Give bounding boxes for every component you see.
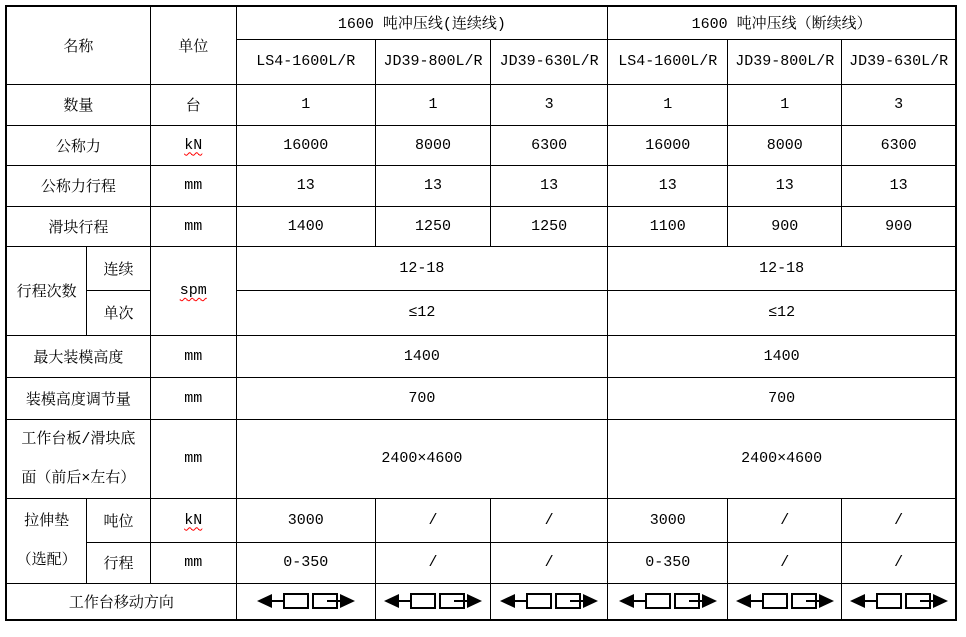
row-label-line: 工作台板/滑块底 [21, 430, 136, 448]
value-cell: 1400 [236, 206, 375, 246]
value-cell: 6300 [491, 125, 608, 165]
value-cell: / [842, 542, 956, 583]
value-cell: / [842, 498, 956, 542]
model-header: JD39-630L/R [842, 39, 956, 84]
unit-cell: mm [150, 335, 236, 377]
value-cell: 16000 [236, 125, 375, 165]
group-header-continuous-line: 1600 吨冲压线(连续线) [236, 6, 608, 39]
value-cell: 16000 [608, 125, 728, 165]
sub-row-label-continuous: 连续 [87, 246, 151, 290]
row-label-quantity: 数量 [6, 84, 150, 125]
model-header: JD39-800L/R [728, 39, 842, 84]
row-label-line: （选配） [16, 551, 77, 569]
table-row [6, 125, 956, 165]
value-cell: 900 [728, 206, 842, 246]
value-cell: / [375, 498, 490, 542]
table-row [6, 206, 956, 246]
value-cell: / [375, 542, 490, 583]
value-cell: 13 [375, 165, 490, 206]
value-cell: 8000 [375, 125, 490, 165]
value-cell: 13 [491, 165, 608, 206]
value-cell-merged: 2400×4600 [236, 419, 608, 498]
value-cell: / [728, 542, 842, 583]
table-row [6, 84, 956, 125]
value-cell-merged: 1400 [608, 335, 956, 377]
value-cell: 1250 [375, 206, 490, 246]
value-cell: 0-350 [236, 542, 375, 583]
name-column-header: 名称 [6, 6, 150, 84]
move-direction-cell [842, 583, 956, 620]
unit-cell [150, 125, 236, 165]
move-direction-icon [256, 591, 356, 611]
value-cell-merged: 12-18 [236, 246, 608, 290]
value-cell: 3000 [608, 498, 728, 542]
value-cell-merged: 1400 [236, 335, 608, 377]
unit-cell: mm [150, 165, 236, 206]
row-label-nominal-force-stroke: 公称力行程 [6, 165, 150, 206]
value-cell: 1 [608, 84, 728, 125]
value-cell: / [491, 542, 608, 583]
model-header: JD39-800L/R [375, 39, 490, 84]
row-label-bolster-slide-face [6, 419, 150, 498]
value-cell: 1100 [608, 206, 728, 246]
row-label-max-die-height: 最大装模高度 [6, 335, 150, 377]
unit-cell: mm [150, 419, 236, 498]
value-cell: 1 [728, 84, 842, 125]
value-cell-merged: 2400×4600 [608, 419, 956, 498]
unit-cell [150, 246, 236, 335]
table-row [6, 246, 956, 290]
row-label-line: 拉伸垫 [24, 512, 70, 530]
value-cell: 8000 [728, 125, 842, 165]
table-row [6, 583, 956, 620]
value-cell: 3000 [236, 498, 375, 542]
row-label-nominal-force: 公称力 [6, 125, 150, 165]
value-cell: 1 [375, 84, 490, 125]
value-cell: 1 [236, 84, 375, 125]
value-cell-merged: 12-18 [608, 246, 956, 290]
unit-text-spellchecked: spm [179, 282, 207, 299]
move-direction-cell [491, 583, 608, 620]
value-cell: 3 [842, 84, 956, 125]
value-cell-merged: 700 [608, 377, 956, 419]
value-cell: 13 [236, 165, 375, 206]
move-direction-cell [236, 583, 375, 620]
row-label-strokes-per-minute: 行程次数 [6, 246, 87, 335]
move-direction-cell [728, 583, 842, 620]
row-label-draw-cushion [6, 498, 87, 583]
sub-row-label-single: 单次 [87, 290, 151, 335]
move-direction-icon [735, 591, 835, 611]
move-direction-icon [383, 591, 483, 611]
move-direction-cell [608, 583, 728, 620]
value-cell: / [728, 498, 842, 542]
unit-cell: mm [150, 542, 236, 583]
value-cell: 0-350 [608, 542, 728, 583]
table-row [6, 542, 956, 583]
table-row [6, 290, 956, 335]
group-header-intermittent-line: 1600 吨冲压线（断续线） [608, 6, 956, 39]
unit-column-header: 单位 [150, 6, 236, 84]
table-row [6, 165, 956, 206]
row-label-table-move-direction: 工作台移动方向 [6, 583, 236, 620]
model-header: JD39-630L/R [491, 39, 608, 84]
unit-cell [150, 498, 236, 542]
value-cell: 13 [728, 165, 842, 206]
sub-row-label-stroke: 行程 [87, 542, 151, 583]
move-direction-cell [375, 583, 490, 620]
move-direction-icon [499, 591, 599, 611]
value-cell-merged: ≤12 [236, 290, 608, 335]
table-row [6, 335, 956, 377]
value-cell: / [491, 498, 608, 542]
row-label-line: 面（前后×左右） [21, 469, 136, 487]
value-cell: 1250 [491, 206, 608, 246]
table-row [6, 419, 956, 498]
sub-row-label-tonnage: 吨位 [87, 498, 151, 542]
unit-text-spellchecked: kN [184, 136, 203, 154]
table-row [6, 498, 956, 542]
value-cell: 13 [842, 165, 956, 206]
value-cell: 900 [842, 206, 956, 246]
value-cell: 6300 [842, 125, 956, 165]
unit-cell: mm [150, 206, 236, 246]
move-direction-icon [849, 591, 949, 611]
value-cell: 3 [491, 84, 608, 125]
unit-cell: 台 [150, 84, 236, 125]
move-direction-icon [618, 591, 718, 611]
model-header: LS4-1600L/R [236, 39, 375, 84]
table-row [6, 377, 956, 419]
value-cell-merged: 700 [236, 377, 608, 419]
value-cell-merged: ≤12 [608, 290, 956, 335]
unit-text-spellchecked: kN [184, 511, 203, 529]
unit-cell: mm [150, 377, 236, 419]
row-label-die-height-adjustment: 装模高度调节量 [6, 377, 150, 419]
model-header: LS4-1600L/R [608, 39, 728, 84]
value-cell: 13 [608, 165, 728, 206]
press-line-spec-table [5, 5, 957, 621]
row-label-slide-stroke: 滑块行程 [6, 206, 150, 246]
